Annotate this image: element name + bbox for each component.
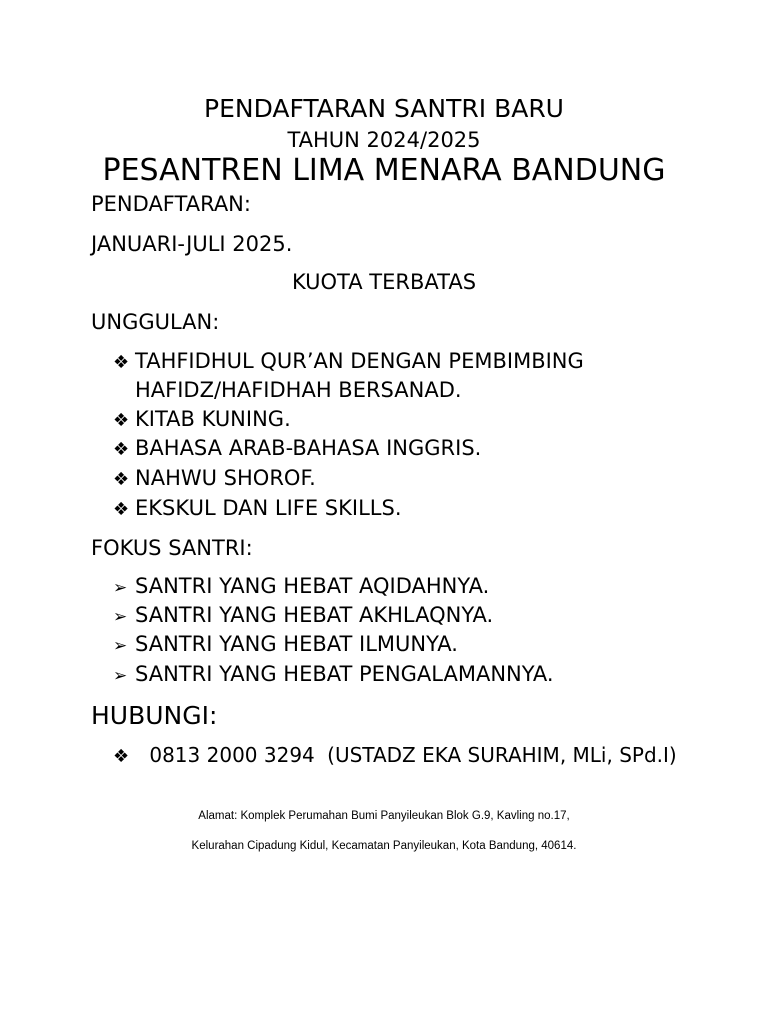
focus-item [113,572,489,603]
focus-item-text: SANTRI YANG HEBAT PENGALAMANNYA. [135,662,554,686]
featured-item-text: KITAB KUNING. [135,407,291,431]
featured-item [113,434,481,464]
featured-item [113,464,316,494]
address-line: Kelurahan Cipadung Kidul, Kecamatan Panyileukan, Kota Bandung, 40614. [191,840,577,852]
address-line: Alamat: Komplek Perumahan Bumi Panyileukan Blok G.9, Kavling no.17, [198,810,570,822]
quota-notice: KUOTA TERBATAS [291,270,477,294]
contact-label: HUBUNGI: [91,701,218,730]
focus-item-text: SANTRI YANG HEBAT ILMUNYA. [135,632,458,656]
focus-label: FOKUS SANTRI: [91,536,253,560]
featured-item-text: NAHWU SHOROF. [135,466,316,490]
contact-person: (USTADZ EKA SURAHIM, MLi, SPd.I) [327,743,677,767]
contact-phone: 0813 2000 3294 [149,743,315,767]
diamond-bullet-icon: ❖ [113,499,130,520]
featured-item-text: BAHASA ARAB-BAHASA INGGRIS. [135,436,482,460]
arrow-bullet-icon: ➢ [113,666,128,686]
focus-item-text: SANTRI YANG HEBAT AKHLAQNYA. [135,603,494,627]
institution-name: PESANTREN LIMA MENARA BANDUNG [102,153,666,188]
featured-item-text: EKSKUL DAN LIFE SKILLS. [135,496,402,520]
featured-item [113,494,402,524]
diamond-bullet-icon: ❖ [113,746,130,767]
focus-item [113,660,554,691]
diamond-bullet-icon: ❖ [113,352,130,373]
flyer-title: PENDAFTARAN SANTRI BARU [204,94,564,123]
focus-item [113,601,493,632]
featured-item [113,347,584,377]
arrow-bullet-icon: ➢ [113,607,128,627]
registration-period: JANUARI-JULI 2025. [91,232,293,256]
focus-item-text: SANTRI YANG HEBAT AQIDAHNYA. [135,574,490,598]
arrow-bullet-icon: ➢ [113,578,128,598]
focus-item [113,630,458,661]
featured-label: UNGGULAN: [91,310,220,334]
flyer-year: TAHUN 2024/2025 [287,128,481,152]
featured-item-text: TAHFIDHUL QUR’AN DENGAN PEMBIMBING [135,349,584,373]
registration-label: PENDAFTARAN: [91,192,251,216]
featured-item [113,405,291,435]
diamond-bullet-icon: ❖ [113,469,130,490]
featured-item-text: HAFIDZ/HAFIDHAH BERSANAD. [135,378,462,402]
featured-item-continuation [113,376,462,405]
contact-item [113,741,677,771]
diamond-bullet-icon: ❖ [113,410,130,431]
diamond-bullet-icon: ❖ [113,439,130,460]
arrow-bullet-icon: ➢ [113,636,128,656]
